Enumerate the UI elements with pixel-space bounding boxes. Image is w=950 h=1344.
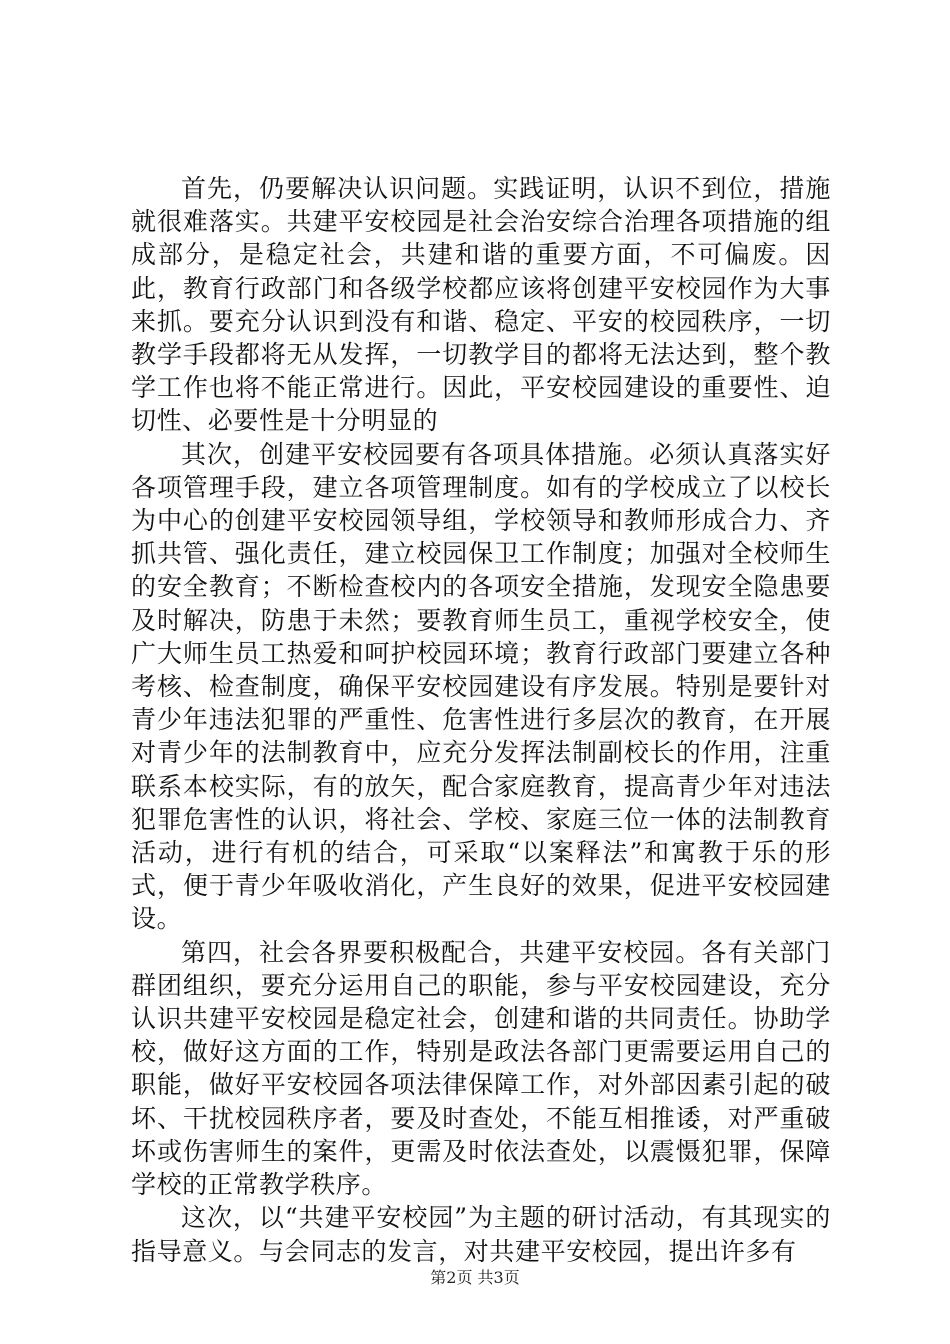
page-footer: [0, 1268, 950, 1288]
page-number: 第2页: [430, 1268, 473, 1287]
paragraph-first: 首先，仍要解决认识问题。实践证明，认识不到位，措施就很难落实。共建平安校园是社会治安综合治理各项措施的组成部分，是稳定社会，共建和谐的重要方面，不可偏废。因此，教育行政部门和各级学校都应该将创建平安校园作为大事来抓。要充分认识到没有和谐、稳定、平安的校园秩序，一切教学手段都将无从发挥，一切教学目的都将无法达到，整个教学工作也将不能正常进行。因此，平安校园建设的重要性、迫切性、必要性是十分明显的: [131, 174, 831, 436]
paragraph-fourth: 第四，社会各界要积极配合，共建平安校园。各有关部门群团组织，要充分运用自己的职能，参与平安校园建设，充分认识共建平安校园是稳定社会，创建和谐的共同责任。协助学校，做好这方面的工作，特别是政法各部门更需要运用自己的职能，做好平安校园各项法律保障工作，对外部因素引起的破坏、干扰校园秩序者，要及时查处，不能互相推诿，对严重破坏或伤害师生的案件，更需及时依法查处，以震慑犯罪，保障学校的正常教学秩序。: [131, 937, 831, 1200]
paragraph-second: 其次，创建平安校园要有各项具体措施。必须认真落实好各项管理手段，建立各项管理制度。如有的学校成立了以校长为中心的创建平安校园领导组，学校领导和教师形成合力、齐抓共管、强化责任，建立校园保卫工作制度；加强对全校师生的安全教育；不断检查校内的各项安全措施，发现安全隐患要及时解决，防患于未然；要教育师生员工，重视学校安全，使广大师生员工热爱和呵护校园环境；教育行政部门要建立各种考核、检查制度，确保平安校园建设有序发展。特别是要针对青少年违法犯罪的严重性、危害性进行多层次的教育，在开展对青少年的法制教育中，应充分发挥法制副校长的作用，注重联系本校实际，有的放矢，配合家庭教育，提高青少年对违法犯罪危害性的认识，将社会、学校、家庭三位一体的法制教育活动，进行有机的结合，可采取“以案释法”和寓教于乐的形式，便于青少年吸收消化，产生良好的效果，促进平安校园建设。: [131, 439, 831, 934]
page-total: 共3页: [477, 1268, 520, 1287]
paragraph-closing: 这次，以“共建平安校园”为主题的研讨活动，有其现实的指导意义。与会同志的发言，对共建平安校园，提出许多有: [131, 1203, 831, 1266]
body-text: [131, 172, 831, 1268]
